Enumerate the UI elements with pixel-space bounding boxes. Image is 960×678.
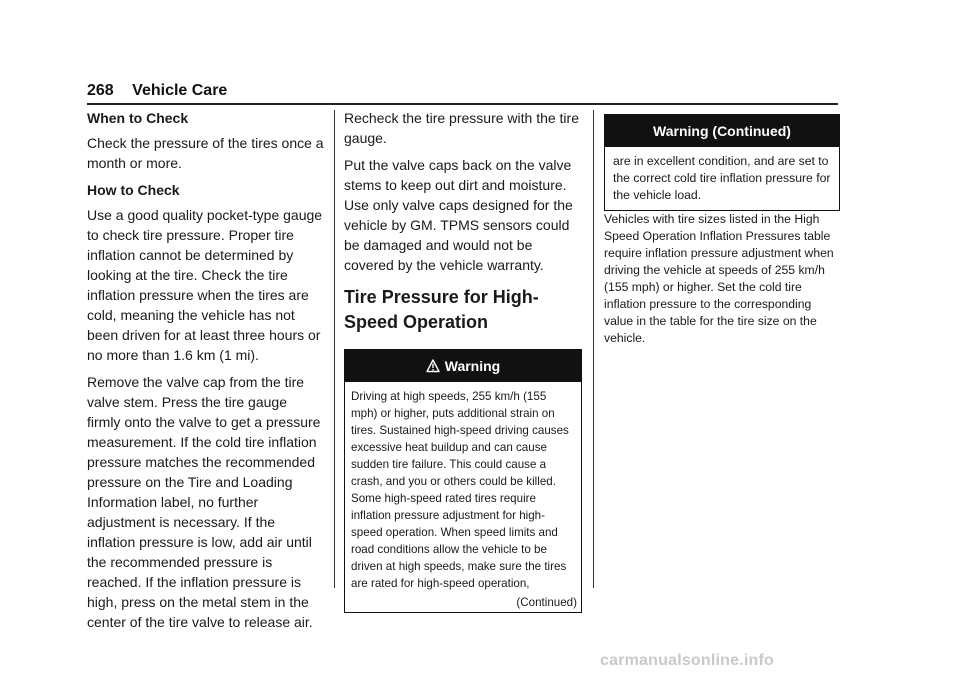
warning-continued-text: are in excellent condition, and are set to the correct cold tire inflation pressure for the vehicle load. [613,154,831,202]
column-divider [593,110,594,588]
when-to-check-text: Check the pressure of the tires once a month or more. [87,135,324,171]
column-divider [334,110,335,588]
page-header [87,82,227,104]
watermark: carmanualsonline.info [600,652,775,669]
warning-title: Warning [444,358,501,374]
continued-label: (Continued) [516,596,577,609]
recheck-text: Recheck the tire pressure with the tire gauge. [344,110,579,146]
warning-continued-body [605,147,839,210]
how-to-check-text-1: Use a good quality pocket-type gauge to check tire pressure. Proper tire inflation cannot be determined by looking at the tire. Check the tire inflation pressure when the tires are cold, meaning the vehicle has not been driven for at least three hours or no more than 1.6 km (1 mi). [87,207,323,363]
warning-text: Driving at high speeds, 255 km/h (155 mph) or higher, puts additional strain on tires. Sustained high-speed driving causes excessive heat buildup and can cause sudden tire failure. This could cause a crash, and you or others could be killed. Some high-speed rated tires require inflation pressure adjustment for high-speed operation. When speed limits and road conditions allow the vehicle to be driven at high speeds, make sure the tires are rated for high-speed operation, [351,390,569,590]
header-rule [87,103,838,105]
page-number: 268 [87,82,114,99]
column-3 [604,108,840,354]
how-to-check-heading: How to Check [87,182,180,198]
column-2 [344,108,582,613]
warning-continued-box [604,114,840,211]
high-speed-section-title: Tire Pressure for High-Speed Operation [344,287,539,332]
warning-icon [426,359,440,373]
when-to-check-heading: When to Check [87,110,189,126]
high-speed-body-text: Vehicles with tire sizes listed in the High Speed Operation Inflation Pressures table require inflation pressure adjustment when driving the vehicle at speeds of 255 km/h (155 mph) or higher. Set the cold tire inflation pressure to the corresponding value in the table for the tire size on the vehicle. [604,212,834,345]
column-1 [87,108,324,639]
how-to-check-text-2: Remove the valve cap from the tire valve stem. Press the tire gauge firmly onto the valve to get a pressure measurement. If the cold tire inflation pressure matches the recommended pressure on the Tire and Loading Information label, no further adjustment is necessary. If the inflation pressure is low, add air until the recommended pressure is reached. If the inflation pressure is high, press on the metal stem in the center of the tire valve to release air. [87,374,321,630]
section-title-header: Vehicle Care [132,82,228,99]
warning-continued-header: Warning (Continued) [605,115,839,147]
warning-body [345,382,581,596]
warning-header [345,350,581,382]
valve-caps-text: Put the valve caps back on the valve stems to keep out dirt and moisture. Use only valve caps designed for the vehicle by GM. TPMS sensors could be damaged and would not be covered by the vehicle warranty. [344,157,573,273]
warning-box [344,349,582,613]
